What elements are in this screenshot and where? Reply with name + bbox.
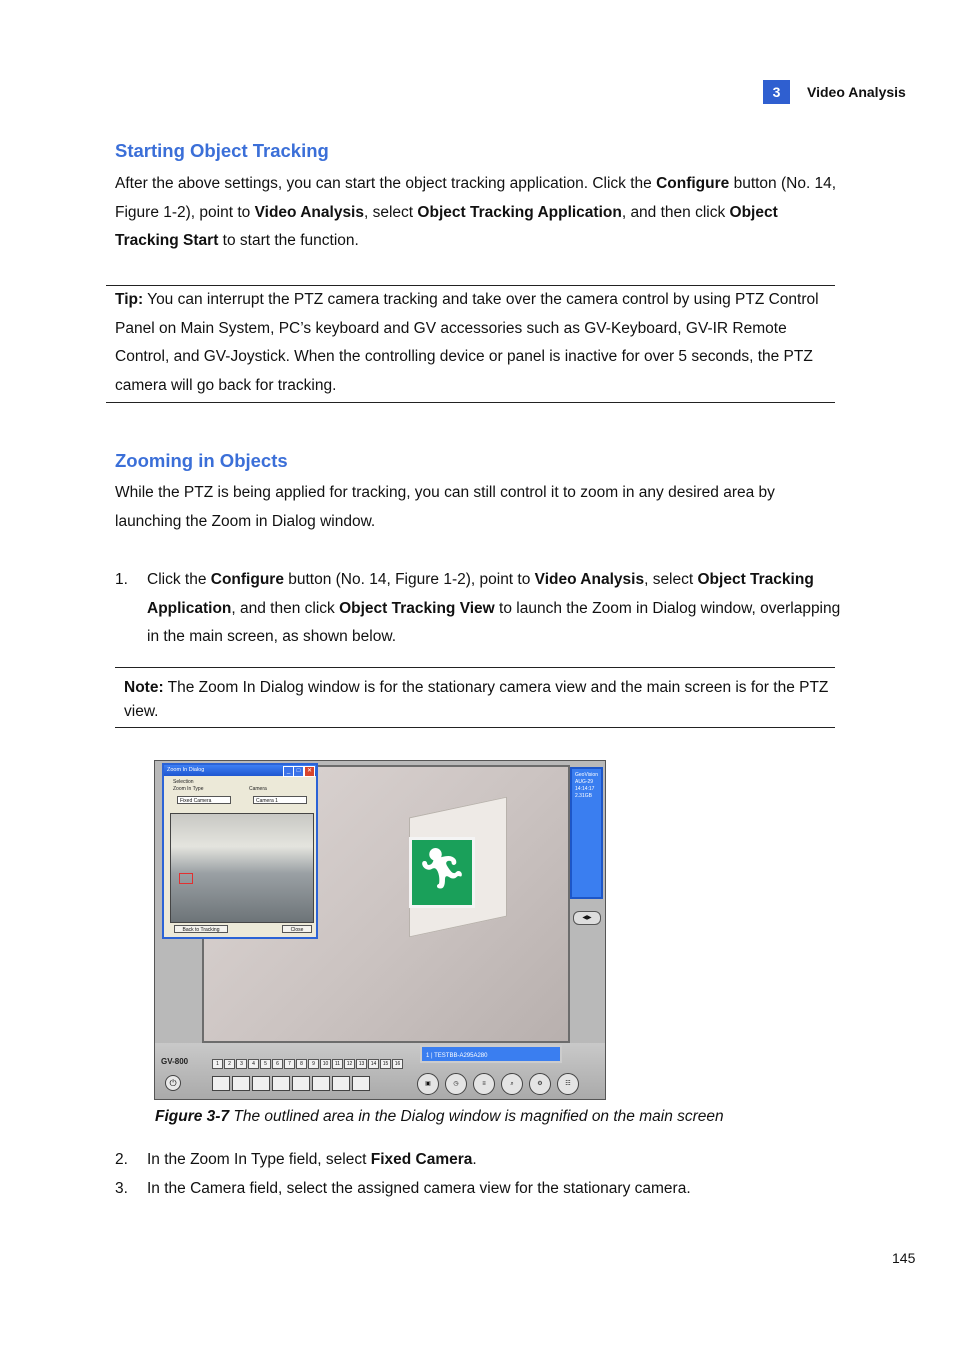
monitor-icon[interactable]: ▣ <box>417 1073 439 1095</box>
channel-button[interactable]: 6 <box>272 1059 283 1069</box>
zoom-type-label: Zoom In Type <box>173 786 204 792</box>
gv-logo: GV-800 <box>161 1057 189 1066</box>
channel-button[interactable]: 2 <box>224 1059 235 1069</box>
step3-text: In the Camera field, select the assigned camera view for the stationary camera. <box>147 1180 691 1197</box>
chapter-title: Video Analysis <box>807 84 906 100</box>
dialog-title: Zoom In Dialog <box>164 765 316 776</box>
layout-13-button[interactable] <box>332 1076 350 1091</box>
panel-toggle-button[interactable]: ◀▶ <box>573 911 601 925</box>
channel-button[interactable]: 7 <box>284 1059 295 1069</box>
channel-button[interactable]: 11 <box>332 1059 343 1069</box>
layout-1-button[interactable] <box>212 1076 230 1091</box>
channel-button[interactable]: 14 <box>368 1059 379 1069</box>
status-field: 1 | TESTBB-A295A280 <box>420 1045 562 1063</box>
function-buttons <box>417 1073 579 1095</box>
step3-number: 3. <box>115 1180 128 1197</box>
minimize-icon[interactable]: _ <box>283 766 294 777</box>
zoom-outline-rect[interactable] <box>179 873 193 884</box>
zoom-type-select[interactable]: Fixed Camera <box>177 796 231 804</box>
zoom-in-dialog <box>162 763 318 939</box>
exit-sign <box>409 837 475 908</box>
chapter-number-badge: 3 <box>763 80 790 104</box>
step2-number: 2. <box>115 1151 128 1168</box>
tip-bottom-rule <box>106 402 835 403</box>
channel-button[interactable]: 4 <box>248 1059 259 1069</box>
configure-icon[interactable]: ⚙ <box>529 1073 551 1095</box>
channel-button[interactable]: 15 <box>380 1059 391 1069</box>
page-number: 145 <box>892 1250 916 1266</box>
power-icon[interactable]: ⏻ <box>165 1075 181 1091</box>
step1-text: Click the Configure button (No. 14, Figure 1-2), point to Video Analysis, select Object Tracking Application, and then click Object Tracking View to launch the Zoom in Dialog window, overlapping in the main screen, as shown below. <box>147 571 841 646</box>
camera-select[interactable]: Camera 1 <box>253 796 307 804</box>
note-bottom-rule <box>115 727 835 728</box>
note-top-rule <box>115 667 835 668</box>
info-date: AUG-29 <box>575 779 594 785</box>
channel-button[interactable]: 10 <box>320 1059 331 1069</box>
channel-button[interactable]: 8 <box>296 1059 307 1069</box>
figure-screenshot <box>154 760 606 1100</box>
layout-6-button[interactable] <box>252 1076 270 1091</box>
network-icon[interactable]: ☷ <box>557 1073 579 1095</box>
back-to-tracking-button[interactable]: Back to Tracking <box>174 925 228 933</box>
control-bar <box>155 1043 606 1100</box>
info-disk: 2.31GB <box>575 793 592 799</box>
layout-9-button[interactable] <box>292 1076 310 1091</box>
channel-button[interactable]: 5 <box>260 1059 271 1069</box>
info-panel <box>570 767 603 899</box>
maximize-icon[interactable]: □ <box>293 766 304 777</box>
section1-paragraph: After the above settings, you can start the object tracking application. Click the Configure button (No. 14, Figure 1-2), point to Video Analysis, select Object Tracking Application, and then click Object Tracking Start to start the function. <box>115 175 837 250</box>
tip-text: Tip: You can interrupt the PTZ camera tracking and take over the camera control by using PTZ Control Panel on Main System, PC’s keyboard and GV accessories such as GV-Keyboard, GV-IR Remote Control, and GV-Joystick. When the controlling device or panel is inactive for over 5 seconds, the PTZ camera will go back for tracking. <box>115 291 819 394</box>
layout-buttons <box>212 1076 370 1091</box>
running-man-icon: 🏃︎ <box>416 847 468 891</box>
close-icon[interactable]: ✕ <box>304 766 315 777</box>
brand-label: GeoVision <box>575 772 598 778</box>
channel-button[interactable]: 1 <box>212 1059 223 1069</box>
step2-text: In the Zoom In Type field, select Fixed Camera. <box>147 1151 477 1168</box>
note-text: Note: The Zoom In Dialog window is for the stationary camera view and the main screen is for the PTZ view. <box>124 679 829 720</box>
dialog-close-button[interactable]: Close <box>282 925 312 933</box>
layout-4-button[interactable] <box>232 1076 250 1091</box>
channel-button[interactable]: 12 <box>344 1059 355 1069</box>
section-heading-starting-object-tracking: Starting Object Tracking <box>115 140 329 161</box>
channel-button[interactable]: 13 <box>356 1059 367 1069</box>
figure-caption: Figure 3-7 The outlined area in the Dialog window is magnified on the main screen <box>155 1108 724 1125</box>
stationary-camera-view <box>170 813 314 923</box>
selection-label: Selection <box>173 779 194 785</box>
layout-10-button[interactable] <box>312 1076 330 1091</box>
channel-button[interactable]: 9 <box>308 1059 319 1069</box>
camera-label: Camera <box>249 786 267 792</box>
info-time: 14:14:17 <box>575 786 595 792</box>
channel-button[interactable]: 3 <box>236 1059 247 1069</box>
layout-8-button[interactable] <box>272 1076 290 1091</box>
section2-intro: While the PTZ is being applied for tracking, you can still control it to zoom in any desired area by launching the Zoom in Dialog window. <box>115 484 775 530</box>
section-heading-zooming-in-objects: Zooming in Objects <box>115 450 288 471</box>
channel-buttons <box>212 1059 403 1069</box>
step1-number: 1. <box>115 571 128 588</box>
search-icon[interactable]: ⌕ <box>501 1073 523 1095</box>
schedule-icon[interactable]: ◷ <box>445 1073 467 1095</box>
layout-16-button[interactable] <box>352 1076 370 1091</box>
channel-button[interactable]: 16 <box>392 1059 403 1069</box>
io-icon[interactable]: ≡ <box>473 1073 495 1095</box>
